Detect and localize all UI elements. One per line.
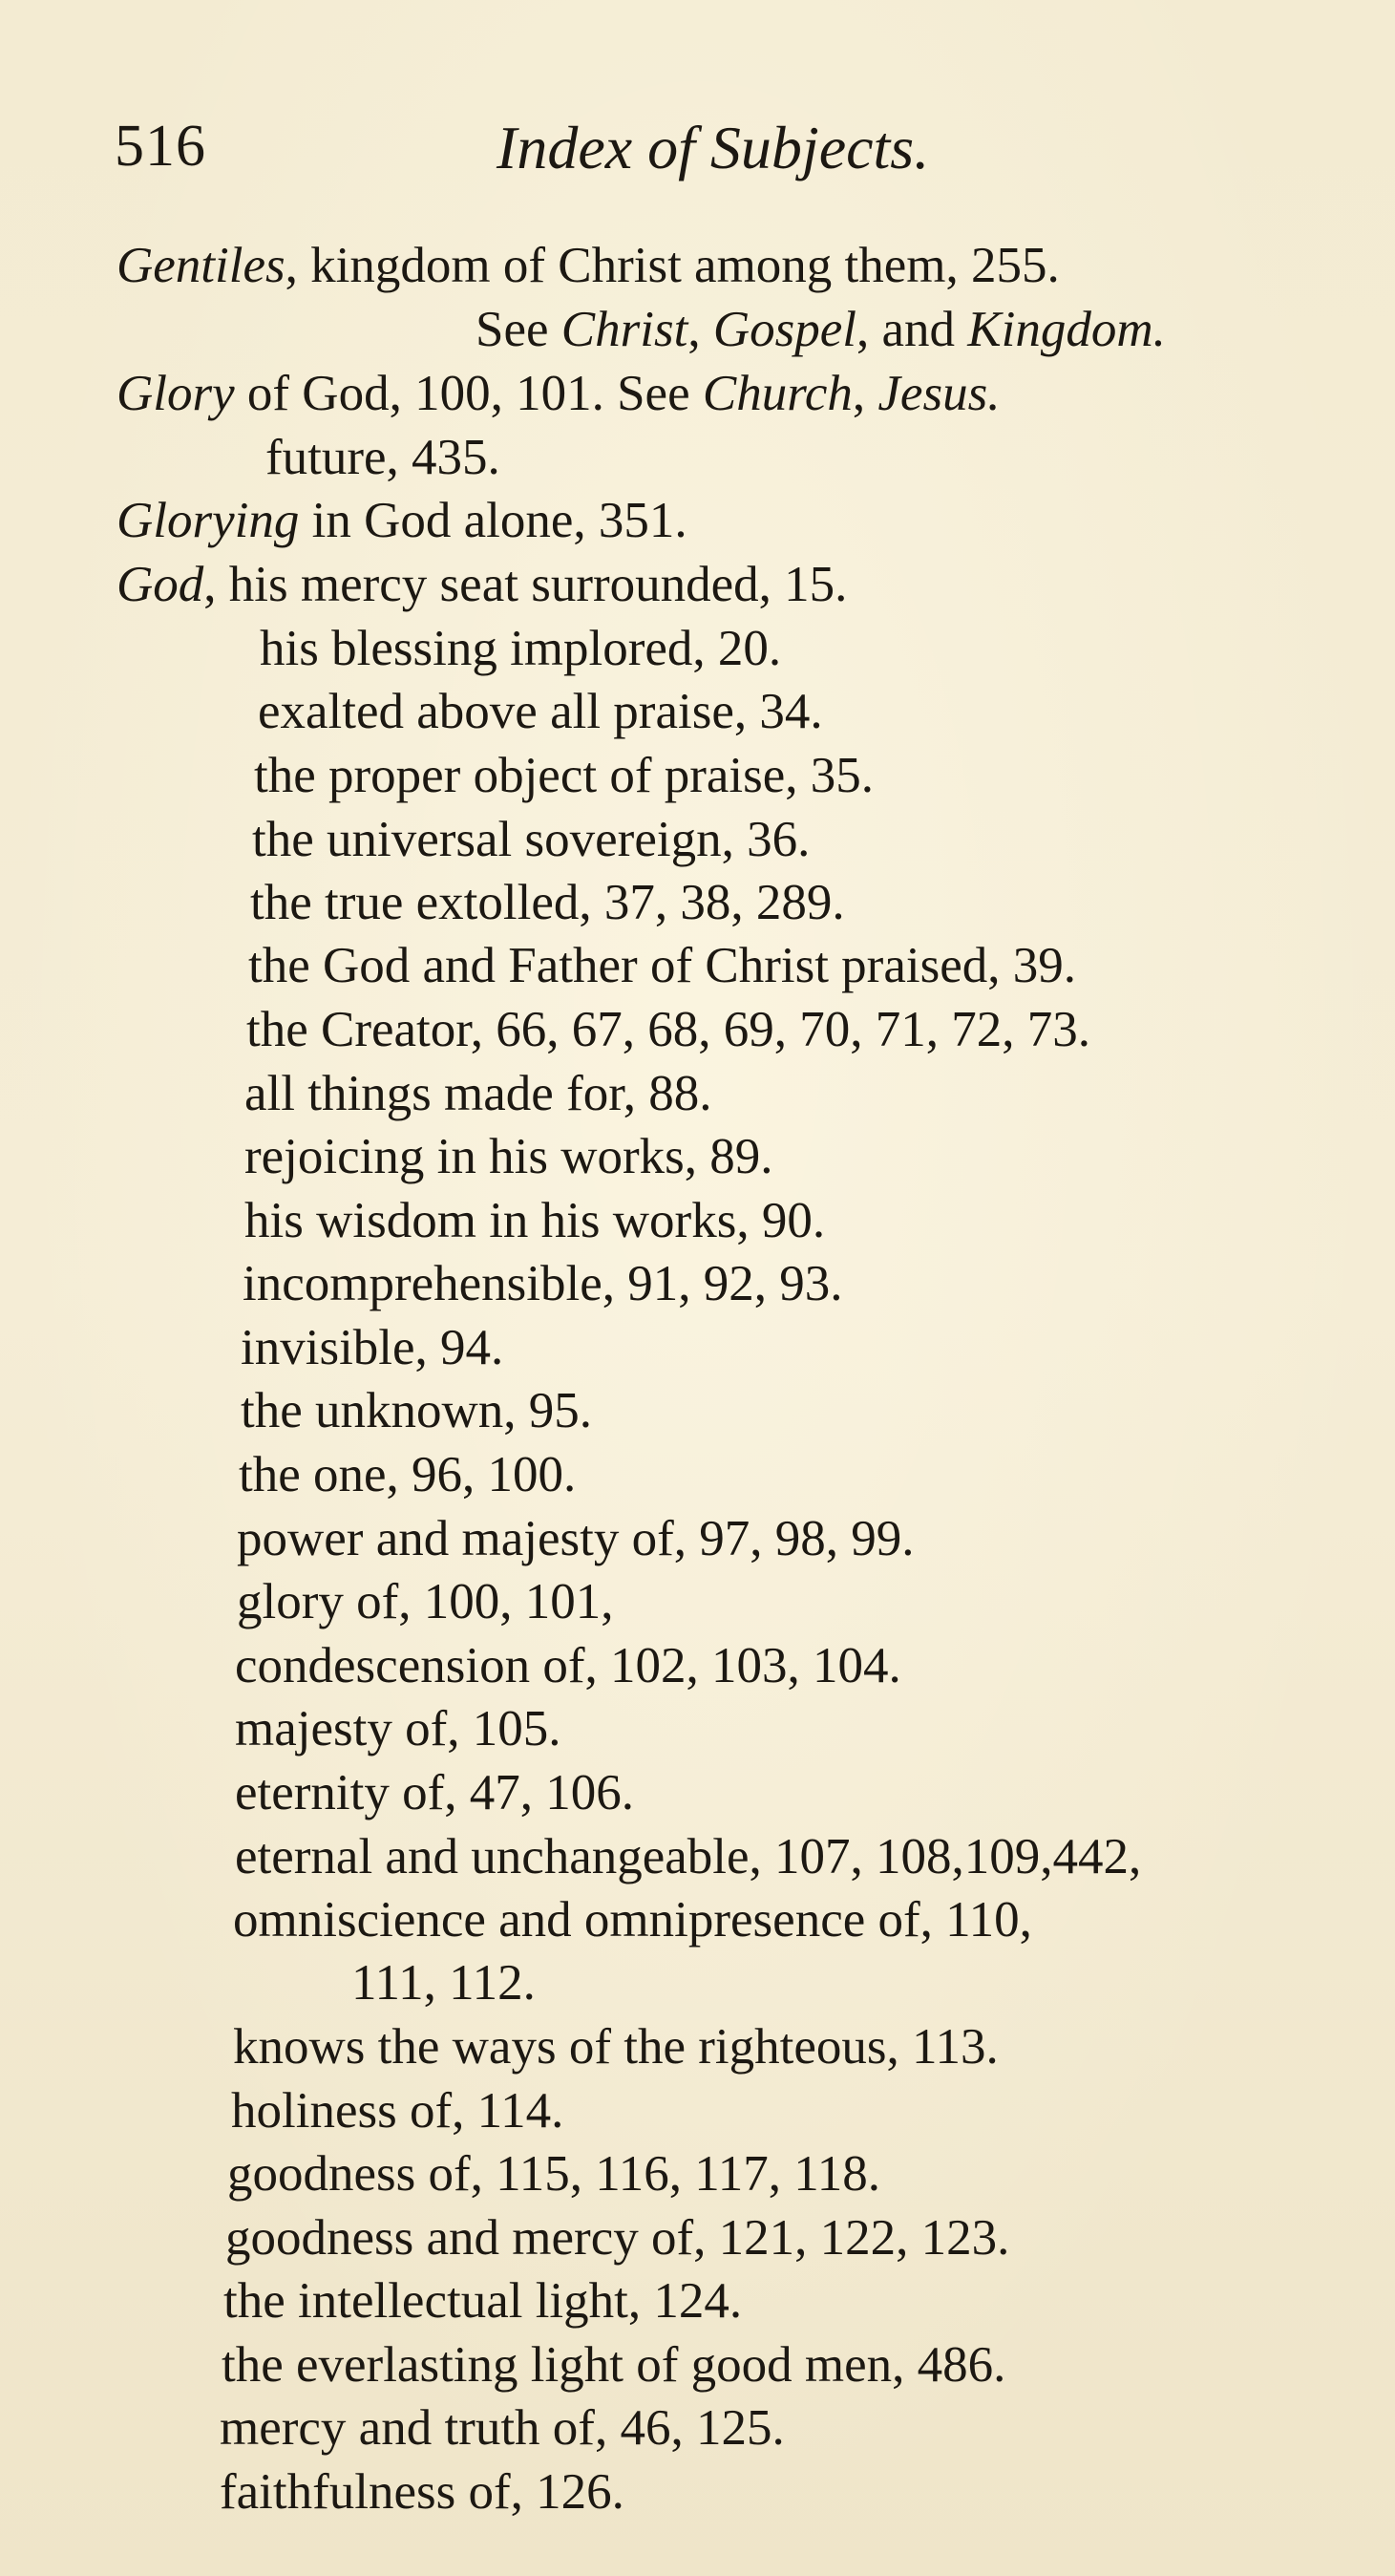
index-subentry: the God and Father of Christ praised, 39. xyxy=(248,938,1076,993)
index-subentry: all things made for, 88. xyxy=(244,1066,712,1121)
index-subentry: the unknown, 95. xyxy=(241,1383,593,1438)
index-subentry: the proper object of praise, 35. xyxy=(254,748,875,803)
entry-head: Glorying xyxy=(116,493,300,548)
index-subentry: exalted above all praise, 34. xyxy=(258,684,823,739)
entry-text: in God alone, 351. xyxy=(299,493,687,548)
index-subentry: the intellectual light, 124. xyxy=(223,2273,743,2329)
index-subentry: majesty of, 105. xyxy=(235,1701,561,1756)
index-subentry: his blessing implored, 20. xyxy=(260,621,782,676)
see-reference: Church xyxy=(702,366,853,421)
see-reference: Christ xyxy=(560,302,688,357)
entry-head: Gentiles xyxy=(116,238,285,293)
index-entry-god xyxy=(116,555,847,614)
entry-text: of God, 100, 101. See xyxy=(234,366,703,421)
index-entry-glory xyxy=(116,364,1000,423)
index-subentry: mercy and truth of, 46, 125. xyxy=(220,2400,785,2456)
index-entry-gentiles-see xyxy=(476,300,1166,359)
index-entry-glorying xyxy=(116,491,687,550)
index-subentry: future, 435. xyxy=(265,430,500,485)
index-subentry: the true extolled, 37, 38, 289. xyxy=(250,875,845,930)
index-subentry-continuation: 111, 112. xyxy=(351,1955,536,2011)
see-separator: , xyxy=(687,302,713,357)
entry-text: , kingdom of Christ among them, 255. xyxy=(285,238,1060,293)
index-subentry: glory of, 100, 101, xyxy=(237,1574,614,1629)
see-reference: Kingdom. xyxy=(967,302,1166,357)
see-reference: Jesus. xyxy=(877,366,1001,421)
entry-head: Glory xyxy=(116,366,235,421)
index-subentry: knows the ways of the righteous, 113. xyxy=(233,2019,999,2075)
entry-text: , his mercy seat surrounded, 15. xyxy=(203,557,848,612)
index-subentry: the Creator, 66, 67, 68, 69, 70, 71, 72, 73. xyxy=(246,1002,1091,1057)
see-reference: Gospel xyxy=(712,302,856,357)
index-subentry: invisible, 94. xyxy=(241,1320,504,1375)
index-subentry: incomprehensible, 91, 92, 93. xyxy=(243,1256,843,1311)
index-subentry: omniscience and omnipresence of, 110, xyxy=(233,1892,1032,1948)
index-subentry: his wisdom in his works, 90. xyxy=(244,1193,826,1248)
index-subentry: eternal and unchangeable, 107, 108,109,442, xyxy=(235,1829,1142,1884)
see-separator: , and xyxy=(856,302,968,357)
index-subentry: holiness of, 114. xyxy=(231,2083,564,2139)
index-subentry: the universal sovereign, 36. xyxy=(252,812,811,867)
entry-head: God xyxy=(116,557,204,612)
page-header xyxy=(115,113,1069,199)
index-subentry: the everlasting light of good men, 486. xyxy=(222,2337,1006,2393)
see-prefix: See xyxy=(476,302,561,357)
index-subentry: condescension of, 102, 103, 104. xyxy=(235,1638,901,1693)
index-subentry: faithfulness of, 126. xyxy=(220,2464,624,2520)
index-subentry: rejoicing in his works, 89. xyxy=(244,1129,773,1184)
index-subentry: goodness and mercy of, 121, 122, 123. xyxy=(225,2210,1010,2266)
index-subentry: power and majesty of, 97, 98, 99. xyxy=(237,1511,915,1566)
index-entry-gentiles xyxy=(116,236,1060,295)
index-subentry: eternity of, 47, 106. xyxy=(235,1765,635,1820)
index-subentry: the one, 96, 100. xyxy=(239,1447,577,1502)
see-separator: , xyxy=(852,366,878,421)
page-number: 516 xyxy=(115,114,206,179)
running-head: Index of Subjects. xyxy=(497,114,930,181)
index-subentry: goodness of, 115, 116, 117, 118. xyxy=(227,2146,881,2202)
